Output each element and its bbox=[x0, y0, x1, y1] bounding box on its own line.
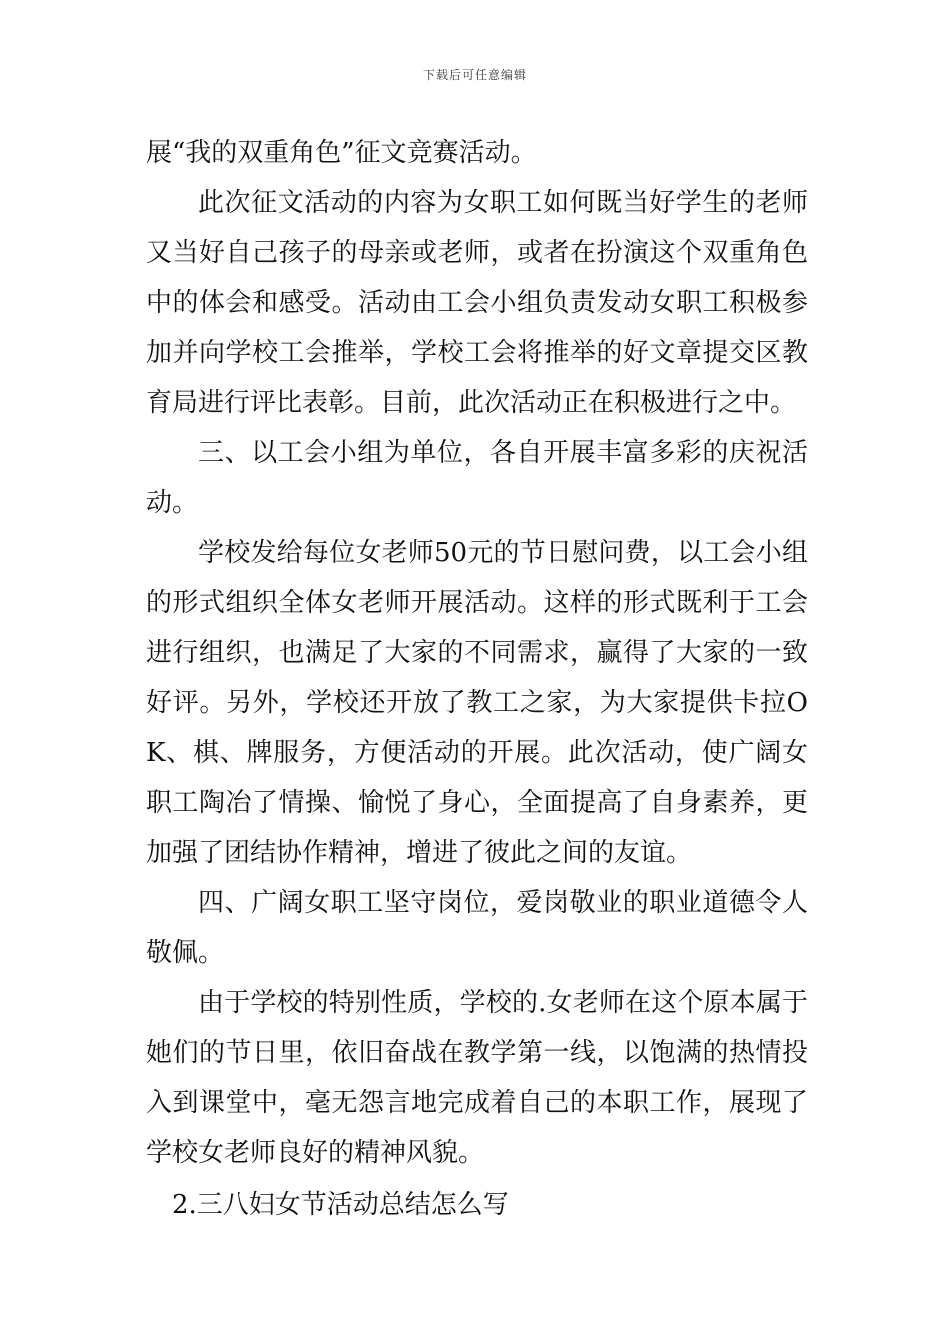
paragraph-continuation: 展“我的双重角色”征文竞赛活动。 bbox=[146, 138, 537, 168]
paragraph-dedication: 由于学校的特别性质，学校的.女老师在这个原本属于她们的节日里，依旧奋战在教学第一线，以饱满的热情投入到课堂中，毫无怨言地完成着自己的本职工作，展现了学校女老师良好的精神风貌。 bbox=[146, 988, 808, 1168]
paragraph-point-three: 三、以工会小组为单位，各自开展丰富多彩的庆祝活动。 bbox=[146, 438, 808, 518]
section-heading: 2.三八妇女节活动总结怎么写 bbox=[172, 1190, 509, 1220]
paragraph-holiday-activities: 学校发给每位女老师50元的节日慰问费，以工会小组的形式组织全体女老师开展活动。这样的形式既利于工会进行组织，也满足了大家的不同需求，赢得了大家的一致好评。另外，学校还开放了教工之家，为大家提供卡拉OK、棋、牌服务，方便活动的开展。此次活动，使广阔女职工陶冶了情操、愉悦了身心，全面提高了自身素养，更加强了团结协作精神，增进了彼此之间的友谊。 bbox=[146, 538, 808, 868]
paragraph-essay-activity: 此次征文活动的内容为女职工如何既当好学生的老师又当好自己孩子的母亲或老师，或者在扮演这个双重角色中的体会和感受。活动由工会小组负责发动女职工积极参加并向学校工会推举，学校工会将推举的好文章提交区教育局进行评比表彰。目前，此次活动正在积极进行之中。 bbox=[146, 188, 808, 418]
page-header-note: 下载后可任意编辑 bbox=[422, 68, 527, 82]
paragraph-point-four: 四、广阔女职工坚守岗位，爱岗敬业的职业道德令人敬佩。 bbox=[146, 888, 808, 968]
document-body bbox=[146, 128, 808, 1230]
